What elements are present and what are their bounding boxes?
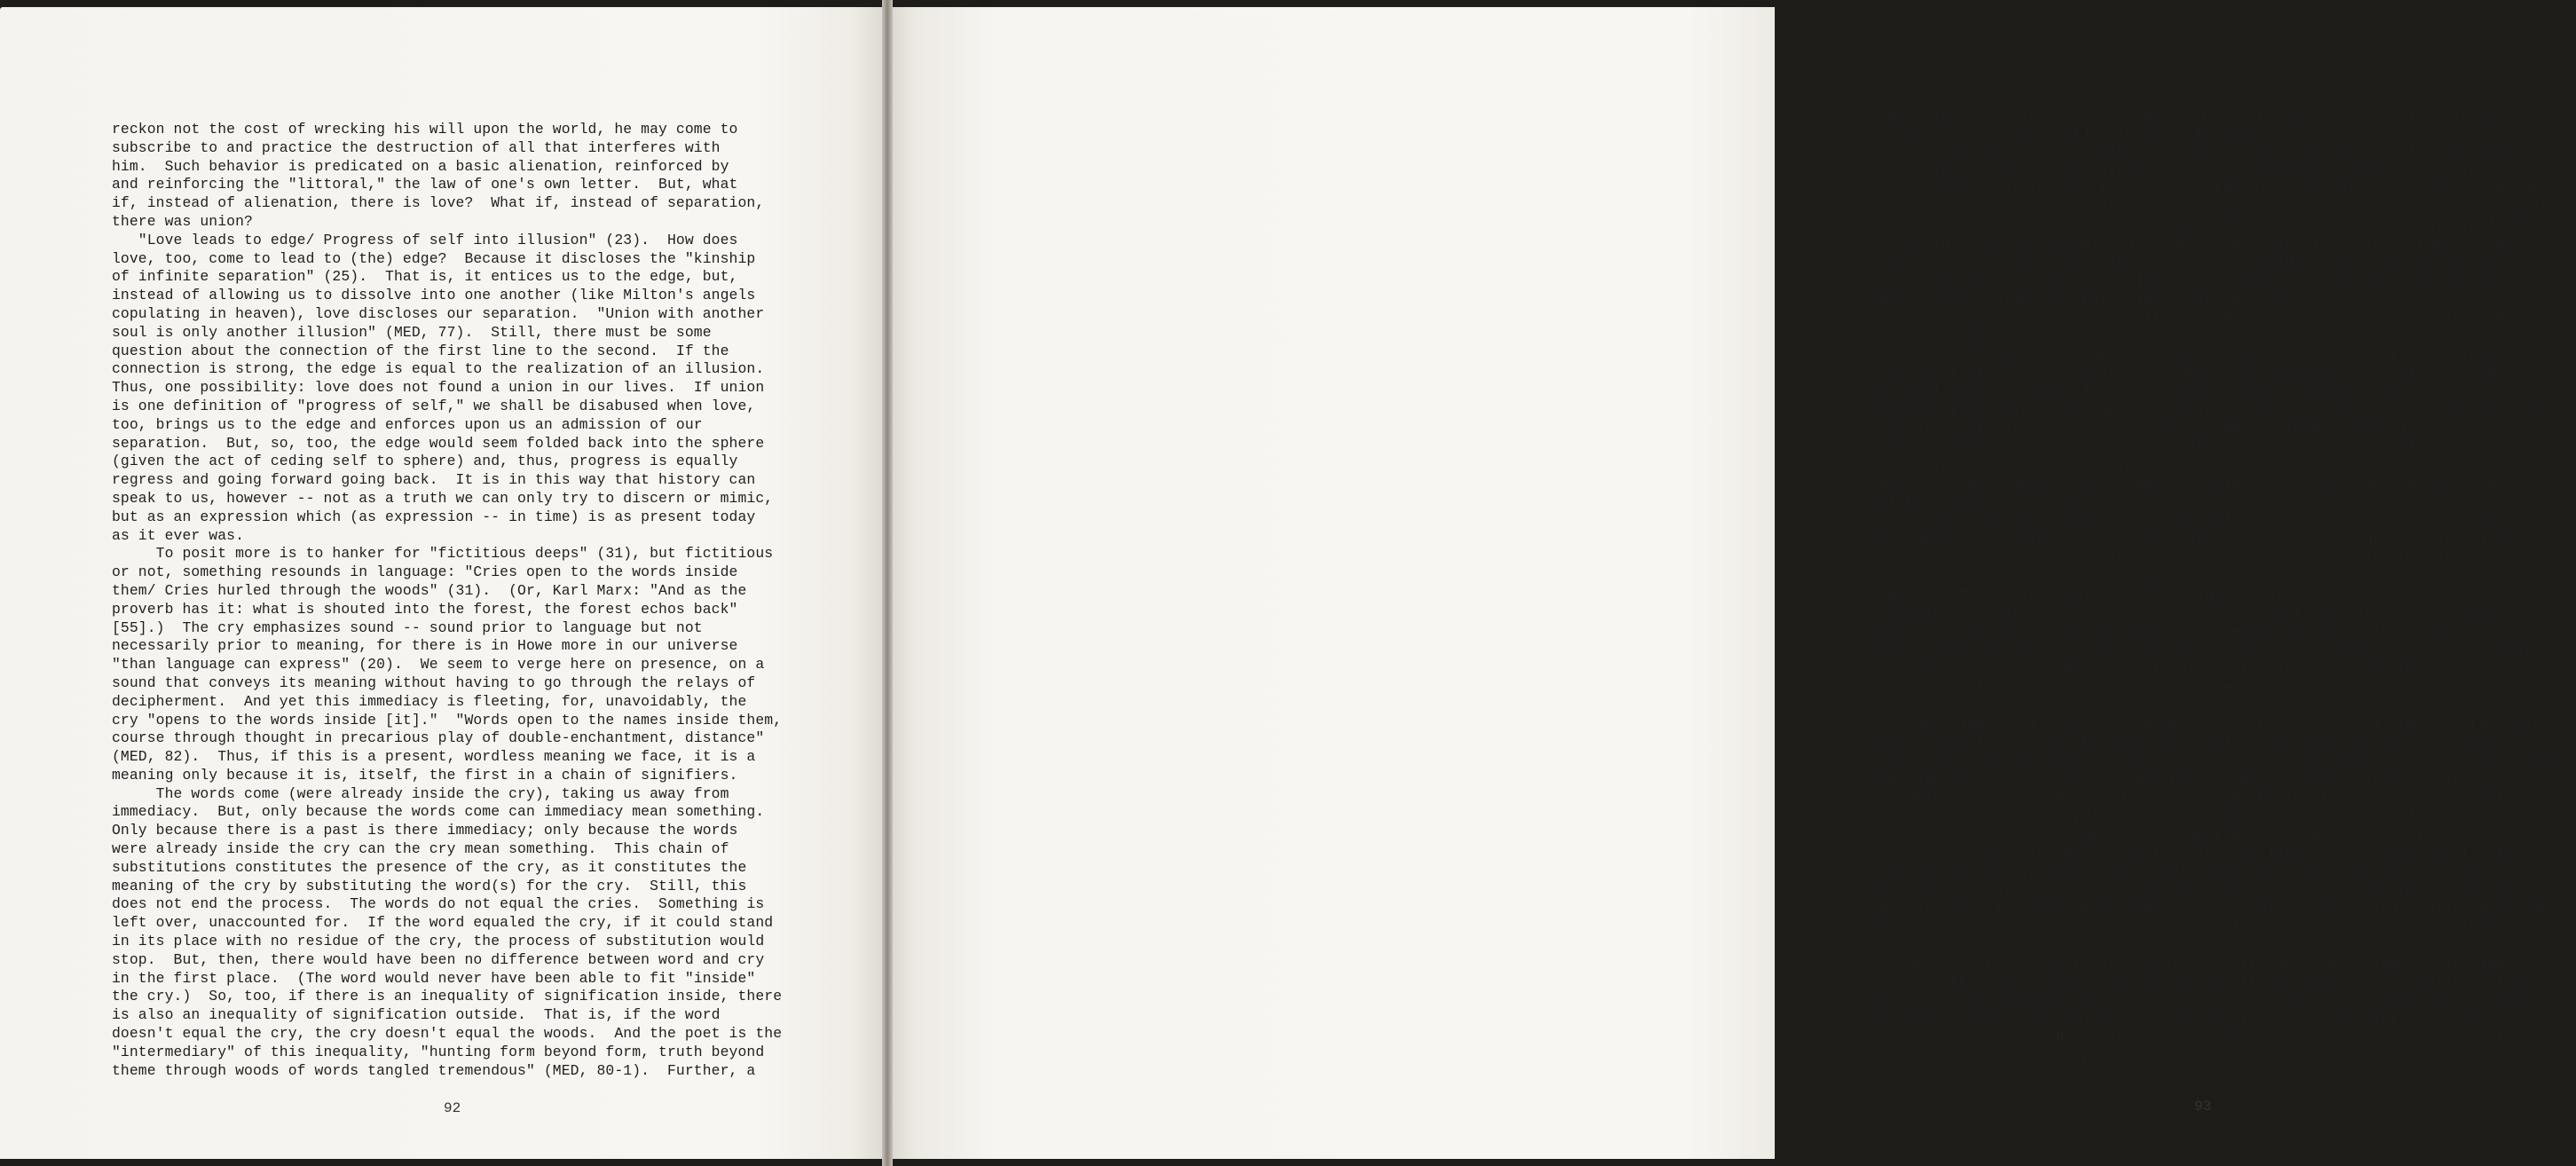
text-line: accident that what is distant is coherent, nor that what is near upholds the	[1871, 401, 2541, 419]
text-line: are not absolute. They are relative and subject to change. The outside folds	[1871, 272, 2559, 290]
text-line: For the same reason, Howe emphasizes the present -- as a point in time	[1871, 973, 2533, 991]
text-line: We may be all the more effectively haunted by it since we hear it but cannot	[1871, 678, 2541, 696]
text-line: necessarily prior to meaning, for there is in Howe more in our universe	[112, 637, 738, 655]
text-line: and chaotic. We are seen as what passes, as extrinsic, idiosyncratic,	[1871, 770, 2488, 788]
text-line: if, instead of alienation, there is love? What if, instead of separation,	[112, 194, 765, 212]
text-line: More important than this, however, is the question of what the rational	[1871, 715, 2541, 733]
text-line: it do this only if there were an edge inside? (So you really could fall off	[1871, 217, 2533, 234]
text-line: course through thought in precarious play of double-enchantment, distance"	[112, 729, 765, 747]
text-line: does not end the process. The words do not equal the cries. Something is	[112, 895, 765, 913]
text-line: subscribe to and practice the destruction of all that interferes with	[112, 138, 721, 156]
text-line: him. Such behavior is predicated on a basic alienation, reinforced by	[112, 157, 729, 175]
text-line: (MED, 82). Thus, if this is a present, wordless meaning we face, it is a	[112, 748, 756, 766]
text-line: system does to us. By the light of timeless rationalism, we are deemed	[1871, 734, 2497, 752]
text-line: "unconscious" in "Dear Unconsious scatter syntax" (46). This shifting is one	[1871, 900, 2550, 918]
text-line: On the one hand, there is a rational system -- over there. Or: "World	[1871, 512, 2533, 530]
text-line: reach it.	[1871, 697, 1950, 714]
text-line: destroy the concept; it does, however, situate it elsewhere -- in a perennial	[1871, 642, 2550, 659]
page-number-left: 92	[444, 1100, 461, 1116]
text-line: So, we have a concept (system, and, too, world as system) which transcends	[1871, 567, 2524, 585]
text-line: immediacy. But, only because the words come can immediacy mean something.	[112, 803, 765, 821]
text-line: (given the act of ceding self to sphere) and, thus, progress is equally	[112, 453, 738, 470]
left-page-body	[112, 121, 782, 1080]
text-line: irrational. By the light of the system, we are what doesn't fit -- unsystematic	[1871, 752, 2576, 769]
text-line: "than language can express" (20). We seem to verge here on presence, on a	[112, 656, 765, 674]
text-line: accidental, mortal. We are disenfranchised by the Idea. In such a context,	[1871, 789, 2541, 807]
text-line: it can not be systematized (at least, not in time; if systematized, it must	[1871, 992, 2533, 1010]
text-line: writing not only has a point, it has an edge. We can use writing to unsettle	[1871, 808, 2550, 825]
text-line: "fictitious") center substitutes for the (immediate) surface. So, too,	[1871, 162, 2497, 179]
text-line: reckon not the cost of wrecking his will upon the world, he may come to	[112, 121, 738, 138]
text-line: for the "cries [are] hurled through the woods."	[1871, 124, 2285, 142]
right-page-body	[1871, 106, 2576, 1066]
text-line: love, too, come to lead to (the) edge? Because it discloses the "kinship	[112, 249, 756, 267]
right-page	[887, 7, 2576, 1159]
text-line: to woods outside, as if going deeper inside led to the outside. And couldn't	[1871, 198, 2550, 216]
text-line: suspect -- we probably don't need to remind ourselves that "rational" need	[1871, 475, 2524, 492]
text-line: Through it all, there remains the "Universal separation/ -- Distant coherent	[1871, 365, 2541, 382]
text-line: world -- although, the edge keeps getting moved and, further, is permeable.	[1871, 346, 2533, 364]
text-line: "elsewhere." To see this doesn't, of itself, free us from the concept.	[1871, 659, 2497, 677]
text-line: decipherment. And yet this immediacy is fleeting, for, unavoidably, the	[112, 692, 747, 710]
text-line: rational system// Vault lines divergence/ Atom keystone" (23). It is no	[1871, 382, 2506, 400]
text-line: suggestion of violence is attendant on, at the least, this latter inequality,	[1871, 106, 2550, 123]
text-line: arch of sight ("keystone"). May we paraphrase Thomas Campbell and say "Tis	[1871, 420, 2533, 437]
text-line: through the substitutions there is a strategic reversal -- from words inside	[1871, 180, 2541, 198]
text-line: [55].) The cry emphasizes sound -- sound prior to language but not	[112, 618, 703, 636]
text-line: Thus, physics gives us "atom," architecture "keystone," and psychology the	[1871, 881, 2524, 899]
text-line: "intermediary" of this inequality, "hunting form beyond form, truth beyond	[112, 1043, 765, 1060]
text-line: a force (the "Unconscious," here) which unsettles disciplines and rational	[1871, 936, 2524, 954]
text-line: meaning of the cry by substituting the word(s) for the cry. Still, this	[112, 877, 747, 894]
text-line: To posit more is to hanker for "fictitious deeps" (31), but fictitious	[112, 545, 774, 563]
text-line: distance lends reason to the view?" But what are the implications of this	[1871, 438, 2524, 456]
text-line: proverb has it: what is shouted into the forest, the forest echos back"	[112, 600, 738, 618]
text-line: "Love leads to edge/ Progress of self into illusion" (23). How does	[112, 231, 738, 248]
text-line: systems, a force which resists and breaks through the systems that bind.	[1871, 955, 2515, 973]
text-line: from various disciplines. None shall determine the frame for the poem.	[1871, 863, 2497, 880]
text-line: ("center," "surface," but also "inside," "outside"), as terms of function,	[1871, 254, 2524, 272]
text-line: in the first place. (The word would never have been able to fit "inside"	[112, 969, 756, 987]
page-number-right: 93	[2194, 1099, 2212, 1115]
text-line: as it ever was.	[112, 526, 245, 544]
text-line: too, brings us to the edge and enforces upon us an admission of our	[112, 415, 703, 433]
text-line: speak to us, however -- not as a truth we can only try to discern or mimic,	[112, 489, 774, 507]
text-line: The words come (were already inside the cry), taking us away from	[112, 784, 729, 802]
text-line: separation. But, so, too, the edge would seem folded back into the sphere	[112, 434, 765, 452]
text-line: Concurrent with this attempt is the shifting and overlapping of terms	[1871, 844, 2524, 862]
text-line: connection is strong, the edge is equal to the realization of an illusion.	[112, 360, 765, 378]
text-line: theme through woods of words tangled tremendous" (MED, 80-1). Further, a	[112, 1061, 756, 1079]
text-line: life are lost spatio-temporal hum" (18). There is, there must be, an	[1871, 1047, 2479, 1065]
text-line: doesn't equal the cry, the cry doesn't equal the woods. And the poet is the	[112, 1025, 783, 1043]
text-line: regress and going forward going back. It is in this way that history can	[112, 471, 756, 489]
text-line: them/ Cries hurled through the woods" (31). (Or, Karl Marx: "And as the	[112, 581, 747, 599]
text-line: is one definition of "progress of self," we shall be disabused when love,	[112, 397, 756, 414]
text-line: is also an inequality of signification outside. That is, if the word	[112, 1006, 721, 1024]
book-gutter	[882, 0, 893, 1166]
text-line: soul is only another illusion" (MED, 77). Still, there must be some	[112, 323, 712, 341]
text-line: substitutions constitutes the presence of the cry, as it constitutes the	[112, 858, 747, 876]
text-line: or not, something resounds in language: "Cries open to the words inside	[112, 563, 738, 581]
text-line: Thus, one possibility: love does not found a union in our lives. If union	[112, 379, 765, 397]
text-line: impossible in Time" (37). (And "Time [is] comprehended in Thought" [37].)	[1871, 549, 2524, 567]
text-line: means Howe uses to prevent her discourse from solidifying, just as there is	[1871, 918, 2533, 936]
text-line: This edge is not unique. It runs through everyone and separates the	[1871, 309, 2515, 327]
text-line: there was union?	[112, 212, 253, 230]
text-line: the cry.) So, too, if there is an inequality of signification inside, there	[112, 988, 783, 1005]
text-line: of infinite separation" (25). That is, it entices us to the edge, but,	[112, 268, 738, 286]
text-line: as rigorously related system" (45). But, on the other hand, "system [is]	[1871, 531, 2515, 548]
text-line: sound that conveys its meaning without having to go through the relays of	[112, 674, 756, 691]
text-line: back on the inside and that fold creates an edge.⁷	[1871, 290, 2312, 308]
text-line: not be a positive attribute.	[1871, 493, 2118, 511]
text-line: copulating in heaven), love discloses our separation. "Union with another	[112, 304, 765, 322]
text-line: coherent rational system" may be present (in part) but it cannot belong to	[1871, 604, 2524, 622]
left-page	[0, 7, 887, 1159]
text-line: Through the word's coming to stand in place of the cry, the (probably	[1871, 143, 2524, 161]
text-line: in its place with no residue of the cry, the process of substitution would	[112, 933, 765, 950]
text-line: view? They may seem to return us to our claim that the cultural markers are	[1871, 457, 2541, 475]
text-line: rational from the irrational, the inside from the outside, the self from the	[1871, 327, 2541, 345]
text-line: cry "opens to the words inside [it]." "Words open to the names inside them,	[112, 711, 783, 729]
text-line: meaning only because it is, itself, the first in a chain of signifiers.	[112, 766, 738, 784]
text-line: time or, if you like, which is too large to fit into time. This "distant	[1871, 586, 2515, 603]
text-line: anyone for it can not be grasped (or conveyed) in time. This needn't	[1871, 623, 2479, 641]
text-line: and reinforcing the "littoral," the law of one's own letter. But, what	[112, 176, 738, 193]
text-line: the world -- not geographically, but psychologically.) Thus, these terms	[1871, 235, 2515, 253]
text-line: but as an expression which (as expression -- in time) is as present today	[112, 508, 756, 525]
text-line: open apparition past Halo view border redden/ possess remote so abstract	[1871, 1028, 2506, 1046]
text-line: stop. But, then, there would have been no difference between word and cry	[112, 950, 765, 968]
text-line: Only because there is a past is there immediacy; only because the words	[112, 822, 738, 839]
text-line: question about the connection of the first line to the second. If the	[112, 342, 729, 359]
text-line: left over, unaccounted for. If the word equaled the cry, if it could stand	[112, 914, 774, 932]
text-line: be removed from time, which is to say destroyed).⁸ Therefore: "Is must	[1871, 1011, 2497, 1028]
text-line: were already inside the cry can the cry mean something. This chain of	[112, 840, 729, 858]
text-line: instead of allowing us to dissolve into one another (like Milton's angels	[112, 287, 756, 304]
text-line: the issue, to open the question of importance, to wrest life from the rational.	[1871, 826, 2567, 844]
